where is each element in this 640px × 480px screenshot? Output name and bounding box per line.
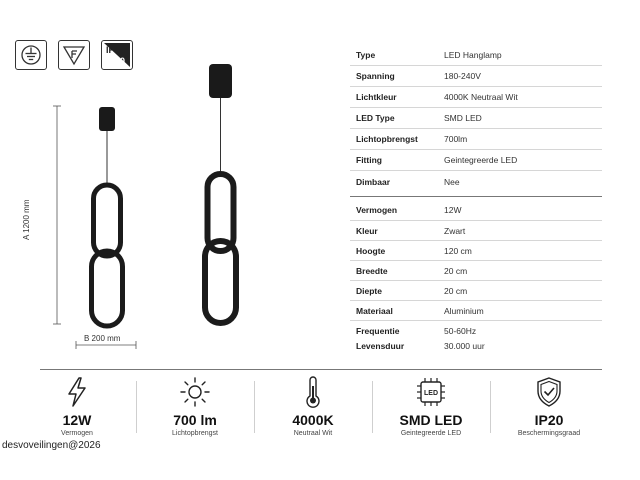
product-drawing — [0, 0, 340, 370]
spec-table — [350, 45, 602, 352]
feature-value: 12W — [62, 412, 92, 428]
feature-label: Geintegreerde LED — [400, 430, 462, 437]
feature-label: Neutraal Wit — [293, 430, 333, 437]
spec-row: Materiaal Aluminium — [350, 301, 602, 321]
feature-label: Vermogen — [61, 430, 93, 437]
feature-label: Lichtopbrengst — [172, 430, 218, 437]
spec-row: Fitting Geintegreerde LED — [350, 150, 602, 171]
divider — [40, 369, 602, 370]
width-dimension-label: B 200 mm — [84, 334, 121, 343]
feature-power — [18, 373, 136, 443]
spec-row: LED Type SMD LED — [350, 108, 602, 129]
spec-row: Diepte 20 cm — [350, 281, 602, 301]
led-chip-text: LED — [424, 390, 438, 397]
ip-value: 20 — [115, 56, 126, 66]
spec-row: Lichtopbrengst 700lm — [350, 129, 602, 150]
spec-row: Lichtkleur 4000K Neutraal Wit — [350, 87, 602, 108]
lamp-front-view — [92, 107, 123, 326]
height-dimension-label: A 1200 mm — [22, 199, 31, 240]
feature-value: SMD LED — [399, 412, 463, 428]
lamp-perspective-view — [205, 64, 236, 323]
feature-value: IP20 — [534, 412, 564, 428]
shield-check-icon — [535, 376, 563, 408]
led-chip-icon — [415, 376, 447, 408]
spec-row: Spanning 180-240V — [350, 66, 602, 87]
feature-strip — [18, 373, 608, 443]
spec-row: Type LED Hanglamp — [350, 45, 602, 66]
feature-lumen — [136, 373, 254, 443]
spec-row: Levensduur 30.000 uur — [356, 341, 485, 351]
feature-value: 4000K — [292, 412, 334, 428]
watermark: desvoveilingen@2026 — [2, 440, 101, 451]
spec-row: Vermogen 12W — [350, 200, 602, 221]
feature-ip-rating — [490, 373, 608, 443]
spec-row: Hoogte 120 cm — [350, 241, 602, 261]
spec-group-2 — [350, 196, 602, 352]
spec-row: Frequentie 50-60Hz — [356, 325, 477, 336]
spec-row: Dimbaar Nee — [356, 176, 460, 187]
sun-icon — [179, 376, 211, 408]
feature-value: 700 lm — [173, 412, 217, 428]
feature-color-temp — [254, 373, 372, 443]
height-dimension-line — [53, 106, 61, 324]
lightning-icon — [65, 376, 89, 408]
feature-label: Beschermingsgraad — [517, 430, 581, 437]
ip-label: IP — [106, 45, 115, 55]
spec-row: Breedte 20 cm — [350, 261, 602, 281]
thermometer-icon — [303, 376, 323, 408]
spec-row: Kleur Zwart — [350, 221, 602, 241]
feature-led-type — [372, 373, 490, 443]
